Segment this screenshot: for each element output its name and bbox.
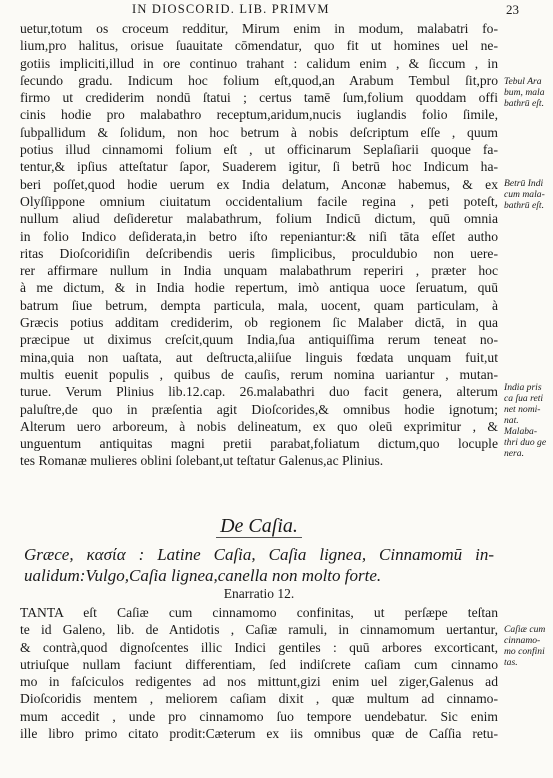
text-line: ſubpallidum & ſolidum, non hoc betrum à nobis deſcriptum eſſe , quum [20, 124, 498, 140]
margin-note: India pris ca ſua reti net nomi- nat. Malaba- thri duo ge nera. [504, 382, 547, 459]
text-line: multis euenit populis , quibus de cauſis, rerum nomina uariantur , mutan- [20, 366, 498, 382]
text-line: paluſtre,de quo in præſentia agit Dioſcorides,& omnibus hodie ignotum; [20, 401, 498, 417]
text-line: tes Romanæ mulieres oblini ſolebant,ut teſtatur Galenus,ac Plinius. [20, 453, 384, 469]
text-line: turue. Verum Plinius lib.12.cap. 26.malabathri duo facit genera, alterum [20, 384, 498, 400]
text-line: ritas Dioſcoridiſin deſcribendis ueris ſimplicibus, proculdubio non uere- [20, 245, 498, 261]
running-title: IN DIOSCORID. LIB. PRIMVM [132, 2, 330, 16]
text-line: tentur,& ipſius atteſtatur ſapor, Suaderem igitur, ſi betrū hoc Indicum ha- [20, 159, 498, 175]
text-line: te id Galeno, lib. de Antidotis , Caſiæ ramuli, in cinnamomum uertantur, [20, 622, 498, 638]
text-line: potius illud cinnamomi folium eſt , ut officinarum Seplaſiarii quoque fa- [20, 142, 498, 158]
text-line: Dioſcoridis mentem , meliorem caſiam dixit , quæ multum ad cinnamo- [20, 691, 498, 707]
text-line: in folio Indico deſiderata,in betro iſto repeniantur:& niſi tāta eſſet autho [20, 228, 498, 244]
text-line: ſecundo gradu. Indicum hoc folium eſt,quod,an Arabum Tembul ſit,pro [20, 72, 498, 88]
text-line: ille libro primo citato prodit:Cæterum ex iis omnibus quæ de Caſſia retu- [20, 726, 498, 742]
text-line: cinis hodie pro malabathro receptum,aridum,nucis iuglandis folio ſimile, [20, 107, 498, 123]
section-title-text: De Caſia. [216, 515, 302, 538]
text-line: Græcis potius additam crediderim, ob regionem ſic Malaber dictā, in qua [20, 315, 498, 331]
text-line: Alterum uero arboreum, à nobis delineatum, ex quo oleū exprimitur , & [20, 418, 498, 434]
text-line: batrum ſiue betrum, dempta particula, mala, uocent, quam particulam, à [20, 297, 498, 313]
margin-note: Betrū Indi cum mala- bathrū eſt. [504, 178, 545, 211]
page-number: 23 [506, 2, 519, 17]
body-text-block-2 [20, 604, 498, 742]
text-line: beri poſſet,quod hodie uerum ex India delatum, Anconæ habemus, & ex [20, 176, 498, 192]
text-line: mina,quia non uaſtata, aut deſtructa,aliiſue linguis fœdata unquam fuit,ut [20, 349, 498, 365]
text-line: rer affirmare nullum in India unquam malabathrum reperiri , præter hoc [20, 263, 498, 279]
synonyms-line: Græce, κασία : Latine Caſia, Caſia lignea, Cinnamomū in- [24, 545, 494, 564]
synonyms-line: ualidum:Vulgo,Caſia lignea,canella non molto forte. [24, 566, 382, 585]
text-line: mo in faſciculos redigentes ad nos mittunt,gizi enim uel ziger,Galenus ad [20, 674, 498, 690]
margin-note: Caſiæ cum cinnamo- mo confini tas. [504, 624, 546, 668]
body-text-block [20, 20, 498, 470]
text-line: præcipue ut diximus creſcit,quum India,ſua antiquiſſima rerum teneat no- [20, 332, 498, 348]
running-header [0, 2, 553, 20]
text-line: gotiis impliciti,illud in ore continuo trahant : calidum enim , & ſiccum , in [20, 55, 498, 71]
text-line: Olyſſippone omnium ciuitatum occidentalium facile regina , peti poteſt, [20, 193, 498, 209]
text-line: lium,pro halitus, orisue ſuauitate cōmendatur, quo fit ut homines uel ne- [20, 38, 498, 54]
text-line: mum accedit , unde pro cinnamomo ſuo tempore uendebatur. Sic enim [20, 708, 498, 724]
text-line: & contrà,quod dignoſcentes illic Indici gentiles : quū arbores excorticant, [20, 639, 498, 655]
text-line: à me dictum, & in India hodie repertum, imò antiqua uoce ſeruatum, quū [20, 280, 498, 296]
text-line: nullum aliud deſideretur malabathrum, folium Indicū dictum, quū omnia [20, 211, 498, 227]
text-line: utriuſque nullam faciunt differentiam, ſed indiſcrete caſiam cum cinnamo [20, 656, 498, 672]
margin-note: Tebul Ara bum, mala bathrū eſt. [504, 76, 545, 109]
enarratio-heading: Enarratio 12. [223, 586, 295, 601]
section-title [20, 515, 498, 538]
text-line: uetur,totum os croceum redditur, Mirum enim in modum, malabatri fo- [20, 21, 498, 36]
synonyms-block [24, 544, 494, 586]
text-line: unguentum antiquitas magni pretii parabat,foliatum dictum,quo locuple [20, 436, 498, 452]
text-line: firmo ut crediderim nondū ſtatui ; certus tamē ſum,folium quoddam offi [20, 90, 498, 106]
text-line: TANTA eſt Caſiæ cum cinnamomo confinitas, ut perſæpe teſtan [20, 605, 498, 620]
